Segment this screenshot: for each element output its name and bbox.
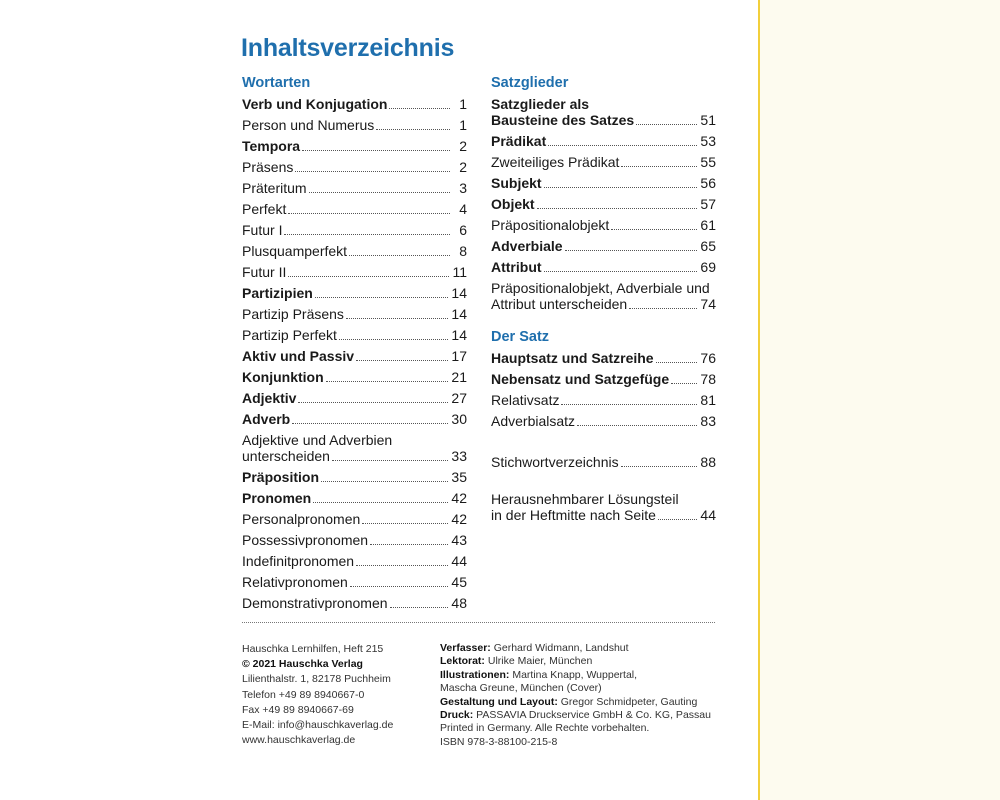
toc-entry-page: 78 <box>700 371 716 387</box>
toc-entry-page: 14 <box>451 285 467 301</box>
leader-dots <box>350 586 449 587</box>
leader-dots <box>288 213 450 214</box>
toc-entry-label-line2: unterscheiden <box>242 448 330 464</box>
wortarten-list <box>242 94 467 611</box>
credit-line <box>440 642 730 655</box>
toc-entry[interactable] <box>491 348 716 366</box>
toc-entry-label: Adjektiv <box>242 390 297 406</box>
toc-entry[interactable] <box>491 152 716 170</box>
toc-entry-label-line2: Bausteine des Satzes <box>491 112 635 128</box>
imprint-line: Hauschka Lernhilfen, Heft 215 <box>242 643 384 655</box>
credit-value: Martina Knapp, Wuppertal, <box>509 668 638 681</box>
toc-entry-label: Futur I <box>242 222 283 238</box>
toc-entry-page: 81 <box>700 392 716 408</box>
leader-dots <box>326 381 449 382</box>
toc-entry-label: Adverb <box>242 411 291 427</box>
leader-dots <box>284 234 450 235</box>
leader-dots <box>389 108 450 109</box>
toc-entry-label: Konjunktion <box>242 369 324 385</box>
leader-dots <box>561 404 697 405</box>
leader-dots <box>544 187 698 188</box>
toc-entry-page: 61 <box>700 217 716 233</box>
leader-dots <box>537 208 698 209</box>
toc-entry-label: Präsens <box>242 159 294 175</box>
leader-dots <box>309 192 450 193</box>
toc-entry[interactable] <box>242 430 467 464</box>
leader-dots <box>376 129 450 130</box>
credit-line <box>440 655 730 668</box>
toc-entry-page: 55 <box>700 154 716 170</box>
toc-entry[interactable] <box>242 509 467 527</box>
right-column <box>491 73 716 526</box>
toc-entry-label: Attribut <box>491 259 542 275</box>
toc-entry[interactable] <box>242 530 467 548</box>
leader-dots <box>356 360 448 361</box>
toc-entry-page: 51 <box>700 112 716 128</box>
toc-entry-page: 44 <box>451 553 467 569</box>
credit-line <box>440 709 730 722</box>
credit-value: Printed in Germany. Alle Rechte vorbehalten. <box>440 722 650 735</box>
toc-entry-label-line2: Attribut unterscheiden <box>491 296 628 312</box>
toc-entry[interactable] <box>242 157 467 175</box>
toc-entry-label: Tempora <box>242 138 301 154</box>
toc-entry-label: Verb und Konjugation <box>242 96 388 112</box>
toc-entry[interactable] <box>242 199 467 217</box>
toc-entry-label: Indefinitpronomen <box>242 553 355 569</box>
imprint-line: Fax +49 89 8940667-69 <box>242 703 354 716</box>
toc-entry[interactable] <box>242 241 467 259</box>
toc-entry[interactable] <box>242 346 467 364</box>
toc-entry[interactable] <box>491 94 716 128</box>
toc-entry-page: 2 <box>459 159 467 175</box>
toc-entry[interactable] <box>491 194 716 212</box>
section-heading-der-satz: Der Satz <box>491 329 550 345</box>
leader-dots <box>292 423 448 424</box>
toc-entry[interactable] <box>242 220 467 238</box>
leader-dots <box>621 166 697 167</box>
toc-entry[interactable] <box>242 488 467 506</box>
toc-entry-page: 43 <box>451 532 467 548</box>
imprint-line: Telefon +49 89 8940667-0 <box>242 688 365 701</box>
leader-dots <box>577 425 697 426</box>
toc-entry-label: Präposition <box>242 469 320 485</box>
facing-page-edge <box>760 0 1000 800</box>
credit-value: Gregor Schmidpeter, Gauting <box>557 695 698 708</box>
toc-entry[interactable] <box>491 215 716 233</box>
leader-dots <box>548 145 697 146</box>
toc-entry[interactable] <box>242 94 467 112</box>
leader-dots <box>315 297 449 298</box>
toc-entry-label: Perfekt <box>242 201 287 217</box>
toc-entry[interactable] <box>242 409 467 427</box>
credit-value: Ulrike Maier, München <box>484 655 593 668</box>
toc-entry-page: 2 <box>459 138 467 154</box>
toc-entry[interactable] <box>242 178 467 196</box>
toc-entry-page: 27 <box>451 390 467 406</box>
leader-dots <box>349 255 450 256</box>
credit-value: ISBN 978-3-88100-215-8 <box>440 735 558 748</box>
toc-entry[interactable] <box>242 304 467 322</box>
toc-entry-page: 74 <box>700 296 716 312</box>
toc-entry-label-line1: Herausnehmbarer Lösungsteil <box>491 491 679 507</box>
credit-label: Verfasser: <box>440 642 491 654</box>
leader-dots <box>611 229 697 230</box>
toc-entry[interactable] <box>242 367 467 385</box>
toc-entry[interactable] <box>491 369 716 387</box>
toc-entry-label: Präpositionalobjekt <box>491 217 610 233</box>
toc-entry-label: Nebensatz und Satzgefüge <box>491 371 670 387</box>
leader-dots <box>339 339 448 340</box>
toc-entry-label: Personalpronomen <box>242 511 361 527</box>
toc-entry-label-line2: in der Heftmitte nach Seite <box>491 507 656 523</box>
toc-entry-page: 14 <box>451 306 467 322</box>
leader-dots <box>390 607 449 608</box>
imprint-publisher <box>242 642 427 748</box>
imprint-line: Lilienthalstr. 1, 82178 Puchheim <box>242 673 391 686</box>
toc-entry-page: 48 <box>451 595 467 611</box>
der-satz-list <box>491 348 716 429</box>
toc-entry[interactable] <box>242 572 467 590</box>
toc-entry-label: Possessivpronomen <box>242 532 369 548</box>
toc-entry-page: 3 <box>459 180 467 196</box>
credit-label: Gestaltung und Layout: <box>440 695 558 708</box>
toc-entry-label: Plusquamperfekt <box>242 243 348 259</box>
leader-dots <box>313 502 448 503</box>
toc-entry-label: Objekt <box>491 196 535 212</box>
credit-value: Gerhard Widmann, Landshut <box>490 642 629 654</box>
toc-entry[interactable] <box>242 551 467 569</box>
credit-line <box>440 682 730 695</box>
credit-label: Illustrationen: <box>440 668 510 681</box>
toc-entry-label: Partizip Perfekt <box>242 327 337 343</box>
toc-entry-label: Zweiteiliges Prädikat <box>491 154 620 170</box>
toc-entry-page: 76 <box>700 350 716 366</box>
toc-entry[interactable] <box>491 390 716 408</box>
toc-entry-label: Relativsatz <box>491 392 560 408</box>
imprint-line: © 2021 Hauschka Verlag <box>242 658 363 671</box>
toc-entry-label: Partizipien <box>242 285 313 301</box>
leader-dots <box>656 362 698 363</box>
imprint-line: E-Mail: info@hauschkaverlag.de <box>242 719 394 732</box>
toc-entry-label-line1: Satzglieder als <box>491 96 590 112</box>
toc-entry-label: Person und Numerus <box>242 117 375 133</box>
toc-entry[interactable] <box>242 136 467 154</box>
leader-dots <box>621 466 698 467</box>
toc-entry-label: Adverbiale <box>491 238 563 254</box>
toc-entry[interactable] <box>242 325 467 343</box>
toc-entry-label: Adverbialsatz <box>491 413 576 429</box>
credit-line <box>440 722 730 735</box>
toc-entry-page: 35 <box>451 469 467 485</box>
toc-entry[interactable] <box>491 131 716 149</box>
satzglieder-list <box>491 94 716 312</box>
toc-entry-stichwortverzeichnis[interactable] <box>491 452 716 470</box>
leader-dots <box>288 276 449 277</box>
toc-entry-label: Hauptsatz und Satzreihe <box>491 350 654 366</box>
toc-entry-page: 8 <box>459 243 467 259</box>
toc-entry-page: 4 <box>459 201 467 217</box>
credit-line <box>440 669 730 682</box>
footer-divider <box>242 622 715 623</box>
toc-entry[interactable] <box>242 283 467 301</box>
toc-entry-label: Pronomen <box>242 490 312 506</box>
toc-entry-page: 1 <box>459 96 467 112</box>
toc-entry-page: 69 <box>700 259 716 275</box>
toc-entry-page: 57 <box>700 196 716 212</box>
leader-dots <box>565 250 698 251</box>
toc-entry-page: 42 <box>451 511 467 527</box>
toc-entry-label: Präteritum <box>242 180 307 196</box>
toc-entry[interactable] <box>491 411 716 429</box>
toc-entry-page: 42 <box>451 490 467 506</box>
toc-entry-page: 21 <box>451 369 467 385</box>
toc-entry[interactable] <box>242 593 467 611</box>
toc-entry-label: Aktiv und Passiv <box>242 348 355 364</box>
toc-entry[interactable] <box>491 278 716 312</box>
leader-dots <box>295 171 450 172</box>
imprint-credits <box>440 642 730 749</box>
page-edge-line <box>758 0 760 800</box>
toc-entry-page: 14 <box>451 327 467 343</box>
toc-entry-page: 83 <box>700 413 716 429</box>
credit-label: Lektorat: <box>440 655 485 668</box>
toc-entry-label-line1: Präpositionalobjekt, Adverbiale und <box>491 280 710 296</box>
credit-line <box>440 696 730 709</box>
toc-entry-page: 88 <box>700 454 716 470</box>
section-heading-satzglieder: Satzglieder <box>491 75 569 91</box>
page-title: Inhaltsverzeichnis <box>241 34 455 62</box>
toc-entry[interactable] <box>491 173 716 191</box>
toc-entry[interactable] <box>242 262 467 280</box>
toc-entry-loesungsteil[interactable] <box>491 491 716 523</box>
toc-entry-label: Relativpronomen <box>242 574 348 590</box>
leader-dots <box>362 523 448 524</box>
leader-dots <box>298 402 448 403</box>
toc-entry[interactable] <box>242 115 467 133</box>
leader-dots <box>629 308 697 309</box>
leader-dots <box>356 565 448 566</box>
toc-entry-label: Subjekt <box>491 175 542 191</box>
toc-entry-page: 1 <box>459 117 467 133</box>
imprint-line: www.hauschkaverlag.de <box>242 734 356 747</box>
toc-entry-label: Futur II <box>242 264 287 280</box>
toc-entry-page: 6 <box>459 222 467 238</box>
toc-entry-label: Demonstrativpronomen <box>242 595 388 611</box>
leader-dots <box>346 318 448 319</box>
toc-entry-page: 45 <box>451 574 467 590</box>
left-column <box>242 73 467 614</box>
leader-dots <box>671 383 697 384</box>
toc-entry-label: Prädikat <box>491 133 547 149</box>
toc-entry-page: 30 <box>451 411 467 427</box>
toc-entry[interactable] <box>491 257 716 275</box>
toc-entry-page: 11 <box>452 264 467 280</box>
leader-dots <box>636 124 697 125</box>
toc-entry-page: 33 <box>451 448 467 464</box>
toc-entry-page: 53 <box>700 133 716 149</box>
toc-entry[interactable] <box>242 467 467 485</box>
toc-entry-label: Stichwortverzeichnis <box>491 454 619 470</box>
toc-entry-page: 56 <box>700 175 716 191</box>
leader-dots <box>370 544 448 545</box>
toc-entry[interactable] <box>491 236 716 254</box>
credit-line <box>440 736 730 749</box>
leader-dots <box>544 271 698 272</box>
toc-entry-label: Partizip Präsens <box>242 306 344 322</box>
credit-value: PASSAVIA Druckservice GmbH & Co. KG, Passau <box>473 709 711 722</box>
toc-entry-page: 44 <box>700 507 716 523</box>
section-heading-wortarten: Wortarten <box>242 75 311 91</box>
leader-dots <box>321 481 448 482</box>
toc-entry-label-line1: Adjektive und Adverbien <box>242 432 393 448</box>
credit-label: Druck: <box>440 709 474 722</box>
toc-entry-page: 65 <box>700 238 716 254</box>
toc-entry[interactable] <box>242 388 467 406</box>
leader-dots <box>302 150 450 151</box>
leader-dots <box>332 460 448 461</box>
toc-entry-page: 17 <box>451 348 467 364</box>
leader-dots <box>658 519 697 520</box>
credit-value: Mascha Greune, München (Cover) <box>440 682 602 695</box>
